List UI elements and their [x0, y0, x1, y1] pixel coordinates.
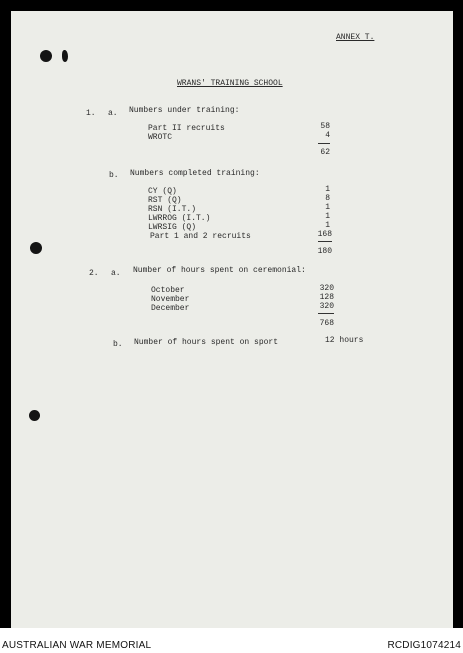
- section-2b-letter: b.: [113, 340, 123, 349]
- footer-reference: RCDIG1074214: [387, 640, 461, 651]
- list-item-value: 1: [325, 221, 330, 230]
- list-item-value: 168: [317, 230, 332, 239]
- total-rule: [318, 241, 332, 242]
- punch-hole-middle: [30, 242, 42, 254]
- list-item-value: 58: [320, 122, 330, 131]
- list-item-label: CY (Q): [148, 187, 177, 196]
- list-item-label: December: [151, 304, 190, 313]
- punch-hole-tear: [62, 50, 68, 62]
- list-item-label: November: [151, 295, 190, 304]
- list-item-value: 4: [325, 131, 330, 140]
- list-item-value: 1: [325, 185, 330, 194]
- list-item-value: 1: [325, 212, 330, 221]
- section-2a-total: 768: [319, 319, 334, 328]
- list-item-label: RST (Q): [148, 196, 182, 205]
- total-rule: [318, 313, 334, 314]
- section-2a-letter: a.: [111, 269, 121, 278]
- document-page: [11, 11, 453, 628]
- section-1a-heading: Numbers under training:: [129, 106, 240, 115]
- section-1b-letter: b.: [109, 171, 119, 180]
- list-item-label: Part 1 and 2 recruits: [150, 232, 251, 241]
- section-2b-value: 12 hours: [325, 336, 364, 345]
- list-item-label: October: [151, 286, 185, 295]
- list-item-label: Part II recruits: [148, 124, 225, 133]
- page-title: WRANS' TRAINING SCHOOL: [177, 79, 283, 88]
- list-item-value: 320: [319, 302, 334, 311]
- list-item-value: 8: [325, 194, 330, 203]
- archive-footer: [0, 628, 463, 653]
- section-2b-heading: Number of hours spent on sport: [134, 338, 279, 347]
- section-1-number: 1.: [86, 109, 96, 118]
- section-1a-total: 62: [320, 148, 330, 157]
- list-item-label: LWRROG (I.T.): [148, 214, 211, 223]
- section-2a-heading: Number of hours spent on ceremonial:: [133, 266, 306, 275]
- section-2-number: 2.: [89, 269, 99, 278]
- section-1b-heading: Numbers completed training:: [130, 169, 260, 178]
- list-item-value: 1: [325, 203, 330, 212]
- section-1b-total: 180: [317, 247, 332, 256]
- footer-institution: AUSTRALIAN WAR MEMORIAL: [2, 640, 152, 651]
- punch-hole-top: [40, 50, 52, 62]
- list-item-label: LWRSIG (Q): [148, 223, 197, 232]
- list-item-label: WROTC: [148, 133, 173, 142]
- section-1a-letter: a.: [108, 109, 118, 118]
- annex-label: ANNEX T.: [336, 33, 375, 42]
- punch-hole-bottom: [29, 410, 40, 421]
- total-rule: [318, 143, 330, 144]
- list-item-value: 128: [319, 293, 334, 302]
- list-item-label: RSN (I.T.): [148, 205, 197, 214]
- list-item-value: 320: [319, 284, 334, 293]
